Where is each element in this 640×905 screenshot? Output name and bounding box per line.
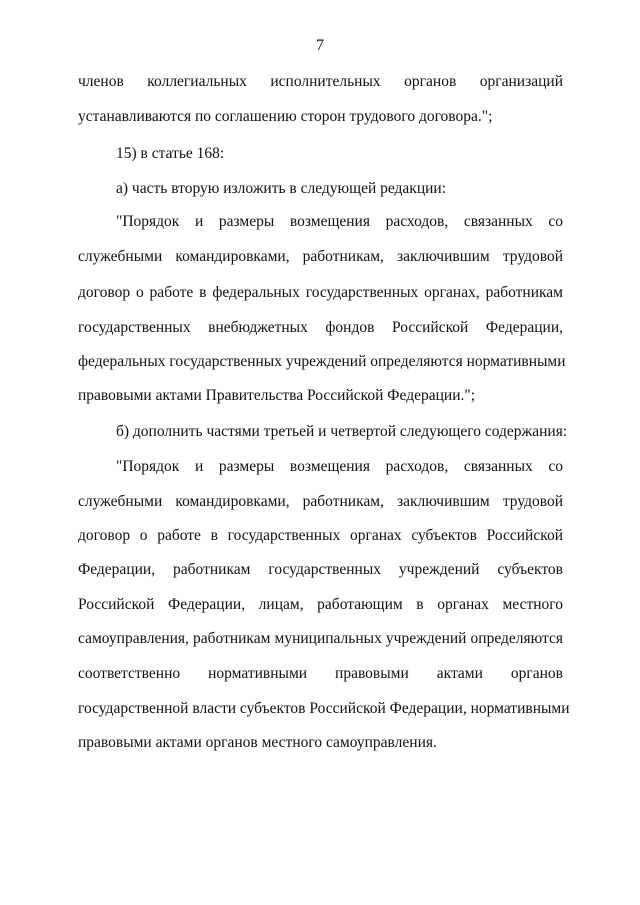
text-line: правовыми актами Правительства Российской Федерации."; <box>78 387 476 404</box>
text-line: договор о работе в государственных органах субъектов Российской <box>78 527 563 544</box>
text-line: устанавливаются по соглашению сторон трудового договора."; <box>78 108 493 125</box>
text-line: Федерации, работникам государственных учреждений субъектов <box>78 561 563 578</box>
text-line: договор о работе в федеральных государственных органах, работникам <box>78 284 563 301</box>
text-line: соответственно нормативными правовыми актами органов <box>78 665 563 682</box>
quote-line: "Порядок и размеры возмещения расходов, связанных со <box>116 213 563 230</box>
text-line: членов коллегиальных исполнительных органов организаций <box>78 73 563 90</box>
text-line: государственных внебюджетных фондов Российской Федерации, <box>78 319 563 336</box>
text-line: федеральных государственных учреждений определяются нормативными <box>78 353 566 370</box>
text-line: Российской Федерации, лицам, работающим в органах местного <box>78 596 563 613</box>
text-line: служебными командировками, работникам, заключившим трудовой <box>78 248 563 265</box>
text-line: правовыми актами органов местного самоуправления. <box>78 734 437 751</box>
text-line: служебными командировками, работникам, заключившим трудовой <box>78 493 563 510</box>
text-line: самоуправления, работникам муниципальных учреждений определяются <box>78 630 563 647</box>
list-subitem: б) дополнить частями третьей и четвертой следующего содержания: <box>116 423 568 440</box>
list-subitem: а) часть вторую изложить в следующей редакции: <box>116 180 447 197</box>
text-line: государственной власти субъектов Российской Федерации, нормативными <box>78 700 570 717</box>
quote-line: "Порядок и размеры возмещения расходов, связанных со <box>116 458 563 475</box>
list-item-heading: 15) в статье 168: <box>116 145 225 162</box>
page-number: 7 <box>316 37 324 54</box>
